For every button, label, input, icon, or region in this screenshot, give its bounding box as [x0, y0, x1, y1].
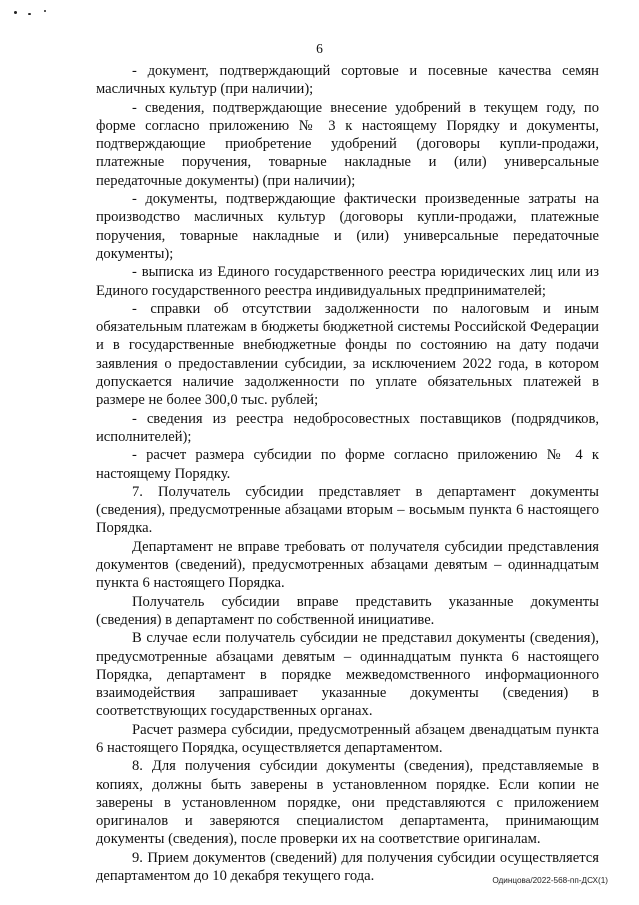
- paragraph: - выписка из Единого государственного реестра юридических лиц или из Единого государственного реестра индивидуальных предпринимателей;: [96, 264, 599, 299]
- paragraph: - документы, подтверждающие фактически произведенные затраты на производство масличных культур (договоры купли-продажи, платежные поручения, товарные накладные и (или) универсальные передаточные документы);: [96, 191, 599, 262]
- scan-speck: [28, 13, 31, 15]
- paragraph: - сведения из реестра недобросовестных поставщиков (подрядчиков, исполнителей);: [96, 410, 599, 445]
- document-body: [96, 62, 599, 885]
- paragraph: Департамент не вправе требовать от получателя субсидии представления документов (сведений), предусмотренных абзацами девятым – одиннадцатым пункта 6 настоящего Порядка.: [96, 538, 599, 592]
- paragraph: В случае если получатель субсидии не представил документы (сведения), предусмотренные абзацами девятым – одиннадцатым пункта 6 настоящего Порядка, департамент в порядке межведомственного информационного взаимодействия запрашивает указанные документы (сведения) в соответствующих государственных органах.: [96, 630, 599, 720]
- paragraph: 9. Прием документов (сведений) для получения субсидии осуществляется департаментом до 10 декабря текущего года.: [96, 849, 599, 885]
- paragraph: - сведения, подтверждающие внесение удобрений в текущем году, по форме согласно приложению № 3 к настоящему Порядку и документы, подтверждающие приобретение удобрений (договоры купли-продажи, платежные поручения, товарные накладные и (или) универсальные передаточные документы) (при наличии);: [96, 99, 599, 189]
- paragraph: 7. Получатель субсидии представляет в департамент документы (сведения), предусмотренные абзацами вторым – восьмым пункта 6 настоящего Порядка.: [96, 483, 599, 537]
- paragraph: - расчет размера субсидии по форме согласно приложению № 4 к настоящему Порядку.: [96, 447, 599, 482]
- paragraph: 8. Для получения субсидии документы (сведения), представляемые в копиях, должны быть заверены в установленном порядке. Если копии не заверены в установленном порядке, они представляются с приложением оригиналов и заверяются специалистом департамента, принимающим документы (сведения), после проверки их на соответствие оригиналам.: [96, 758, 599, 848]
- paragraph: Получатель субсидии вправе представить указанные документы (сведения) в департамент по собственной инициативе.: [96, 593, 599, 628]
- paragraph: Расчет размера субсидии, предусмотренный абзацем двенадцатым пункта 6 настоящего Порядка, осуществляется департаментом.: [96, 721, 599, 756]
- scan-speck: [14, 11, 17, 14]
- paragraph: - документ, подтверждающий сортовые и посевные качества семян масличных культур (при наличии);: [96, 63, 599, 98]
- page-number: 6: [316, 41, 323, 56]
- scan-speck: [44, 10, 46, 12]
- paragraph: - справки об отсутствии задолженности по налоговым и иным обязательным платежам в бюджеты бюджетной системы Российской Федерации и в государственные внебюджетные фонды по состоянию на дату подачи заявления о предоставлении субсидии, за исключением 2022 года, в котором допускается наличие задолженности по уплате обязательных платежей в размере не более 300,0 тыс. рублей;: [96, 300, 599, 409]
- footer-document-code: Одинцова/2022-568-пп-ДСХ(1): [492, 876, 608, 885]
